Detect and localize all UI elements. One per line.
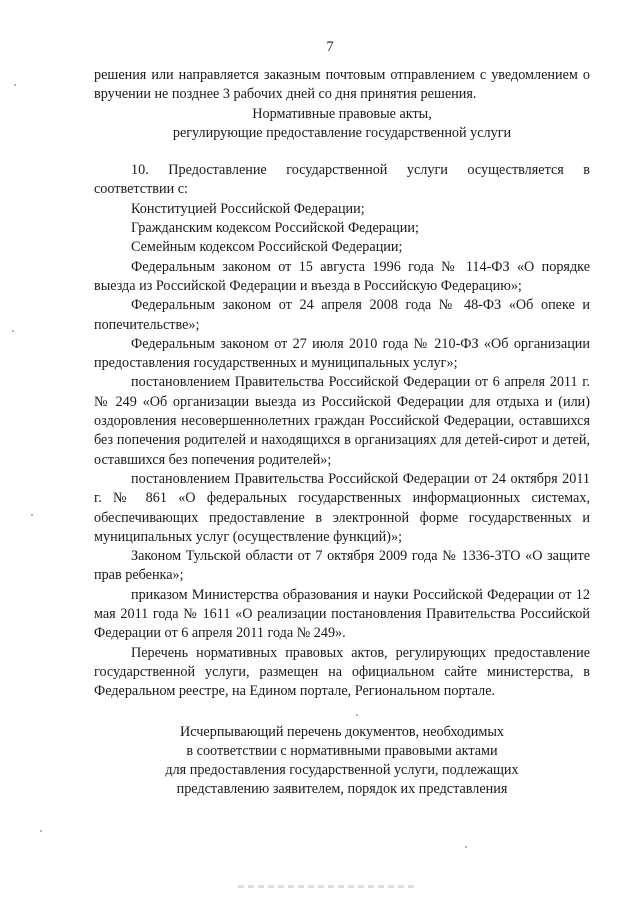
acts-list-publication-paragraph: Перечень нормативных правовых актов, регулирующих предоставление государственной услуги, размещен на официальном сайте министерства, в Федеральном реестре, на Едином портале, Региональном портале. — [94, 644, 590, 700]
heading-line: Нормативные правовые акты, — [252, 105, 432, 122]
heading-line: для предоставления государственной услуги, подлежащих — [165, 762, 519, 779]
scan-speck — [14, 84, 16, 86]
scan-speck — [31, 514, 33, 516]
heading-line: регулирующие предоставление государственной услуги — [172, 124, 512, 141]
document-body — [94, 66, 590, 800]
scan-speck — [356, 714, 358, 716]
list-item-constitution: Конституцией Российской Федерации; — [131, 200, 365, 217]
list-item-resolution-861: постановлением Правительства Российской Федерации от 24 октября 2011 г. № 861 «О федеральных государственных информационных системах, обеспечивающих предоставление в электронной форме государственных и муниципальных услуг (осуществление функций)»; — [94, 470, 590, 545]
section-heading-normative-acts — [94, 105, 590, 144]
scan-bottom-artifact — [238, 885, 416, 888]
list-item-law-114: Федеральным законом от 15 августа 1996 года № 114-ФЗ «О порядке выезда из Российской Федерации и въезда в Российскую Федерацию»; — [94, 258, 590, 294]
section-heading-documents-list — [94, 723, 590, 800]
intro-paragraph: решения или направляется заказным почтовым отправлением с уведомлением о вручении не позднее 3 рабочих дней со дня принятия решения. — [94, 67, 590, 103]
heading-line: представлению заявителем, порядок их представления — [176, 781, 508, 798]
scan-speck — [40, 830, 42, 832]
list-item-family-code: Семейным кодексом Российской Федерации; — [131, 239, 403, 256]
heading-line: Исчерпывающий перечень документов, необходимых — [180, 723, 504, 740]
list-item-civil-code: Гражданским кодексом Российской Федерации; — [131, 220, 419, 237]
list-item-tula-law: Законом Тульской области от 7 октября 2009 года № 1336-ЗТО «О защите прав ребенка»; — [94, 548, 590, 584]
scan-speck — [12, 330, 14, 332]
paragraph-10: 10. Предоставление государственной услуги осуществляется в соответствии с: — [94, 162, 590, 198]
list-item-order-1611: приказом Министерства образования и науки Российской Федерации от 12 мая 2011 года № 1611 «О реализации постановления Правительства Российской Федерации от 6 апреля 2011 года № 249». — [94, 586, 590, 642]
page-number: 7 — [326, 39, 334, 55]
heading-line: в соответствии с нормативными правовыми актами — [186, 742, 498, 759]
scan-speck — [465, 846, 467, 848]
list-item-law-210: Федеральным законом от 27 июля 2010 года № 210-ФЗ «Об организации предоставления государственных и муниципальных услуг»; — [94, 335, 590, 372]
list-item-resolution-249: постановлением Правительства Российской Федерации от 6 апреля 2011 г. № 249 «Об организации выезда из Российской Федерации для отдыха и (или) оздоровления несовершеннолетних граждан Российской Федерации, оставшихся без попечения родителей и находящихся в организациях для детей-сирот и детей, оставшихся без попечения родителей»; — [94, 374, 590, 468]
list-item-law-48: Федеральным законом от 24 апреля 2008 года № 48-ФЗ «Об опеке и попечительстве»; — [94, 297, 590, 333]
